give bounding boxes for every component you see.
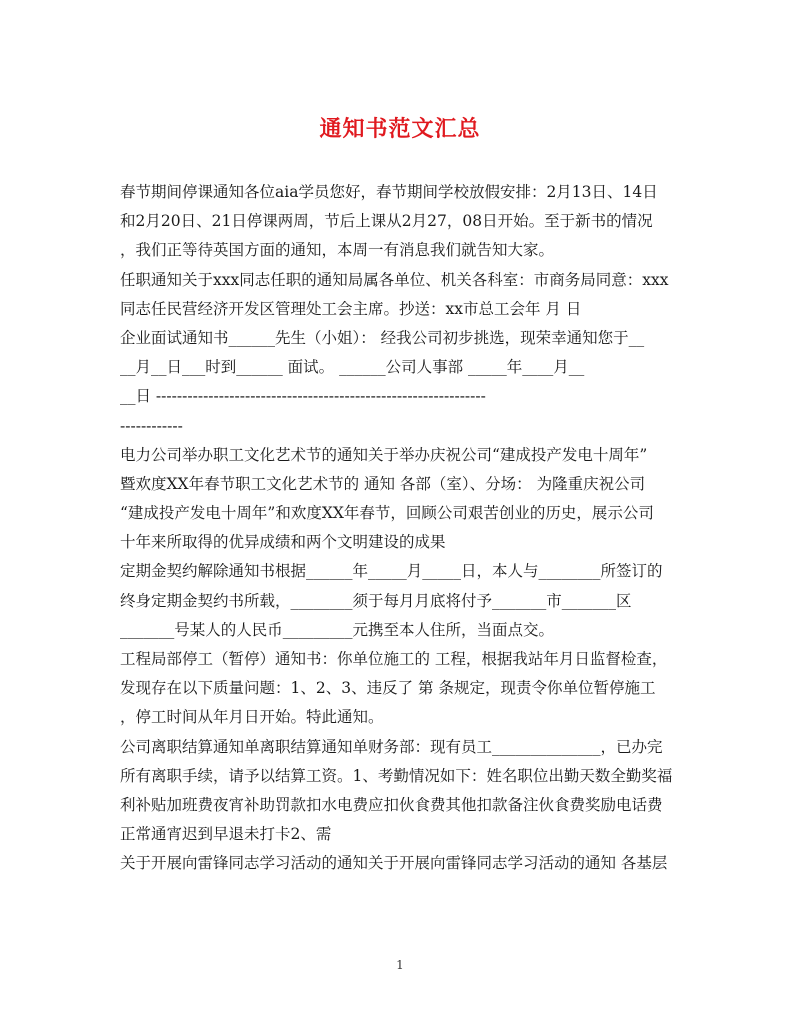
- text-line: 关于开展向雷锋同志学习活动的通知关于开展向雷锋同志学习活动的通知 各基层: [120, 854, 668, 873]
- text-line: __日 ---------------------------------------------------------------: [120, 387, 486, 406]
- text-line: 正常通宵迟到早退未打卡2、需: [120, 825, 332, 844]
- text-line: 任职通知关于xxx同志任职的通知局属各单位、机关各科室：市商务局同意：xxx: [120, 270, 669, 289]
- page-number: 1: [396, 958, 404, 972]
- text-line: 终身定期金契约书所载，________须于每月月底将付予_______市_______区: [120, 591, 632, 610]
- text-line: 春节期间停课通知各位aia学员您好，春节期间学校放假安排：2月13日、14日: [120, 183, 658, 201]
- text-line: 发现存在以下质量问题：1、2、3、违反了 第 条规定，现责令你单位暂停施工: [120, 679, 656, 698]
- text-line: 十年来所取得的优异成绩和两个文明建设的成果: [120, 533, 446, 552]
- text-line: _______号某人的人民币_________元携至本人住所，当面点交。: [120, 620, 555, 639]
- text-line: 企业面试通知书______先生（小姐）： 经我公司初步挑选，现荣幸通知您于__: [120, 328, 645, 347]
- text-line: 同志任民营经济开发区管理处工会主席。抄送：xx市总工会年 月 日: [120, 299, 582, 318]
- text-line: 定期金契约解除通知书根据______年_____月_____日，本人与________所签订的: [120, 562, 663, 581]
- text-line: 工程局部停工（暂停）通知书：你单位施工的 工程，根据我站年月日监督检查，: [120, 650, 668, 668]
- text-line: ------------: [120, 416, 183, 435]
- text-line: 暨欢度XX年春节职工文化艺术节的 通知 各部（室）、分场： 为隆重庆祝公司: [120, 474, 646, 493]
- text-line: __月__日___时到______ 面试。 ______公司人事部 _____年____月__: [120, 358, 585, 377]
- text-line: “建成投产发电十周年”和欢度XX年春节，回顾公司艰苦创业的历史，展示公司: [120, 504, 654, 523]
- text-line: ，停工时间从年月日开始。特此通知。: [120, 708, 384, 727]
- text-line: 利补贴加班费夜宵补助罚款扣水电费应扣伙食费其他扣款备注伙食费奖励电话费: [120, 795, 663, 814]
- text-line: 和2月20日、21日停课两周，节后上课从2月27，08日开始。至于新书的情况: [120, 212, 653, 231]
- text-line: 电力公司举办职工文化艺术节的通知关于举办庆祝公司“建成投产发电十周年”: [120, 445, 648, 464]
- text-line: ，我们正等待英国方面的通知，本周一有消息我们就告知大家。: [120, 241, 555, 260]
- text-line: 公司离职结算通知单离职结算通知单财务部：现有员工______________，已办完: [120, 737, 663, 756]
- document-title: 通知书范文汇总: [319, 116, 481, 142]
- document-body: [120, 178, 682, 879]
- text-line: 所有离职手续，请予以结算工资。1、考勤情况如下：姓名职位出勤天数全勤奖福: [120, 766, 673, 785]
